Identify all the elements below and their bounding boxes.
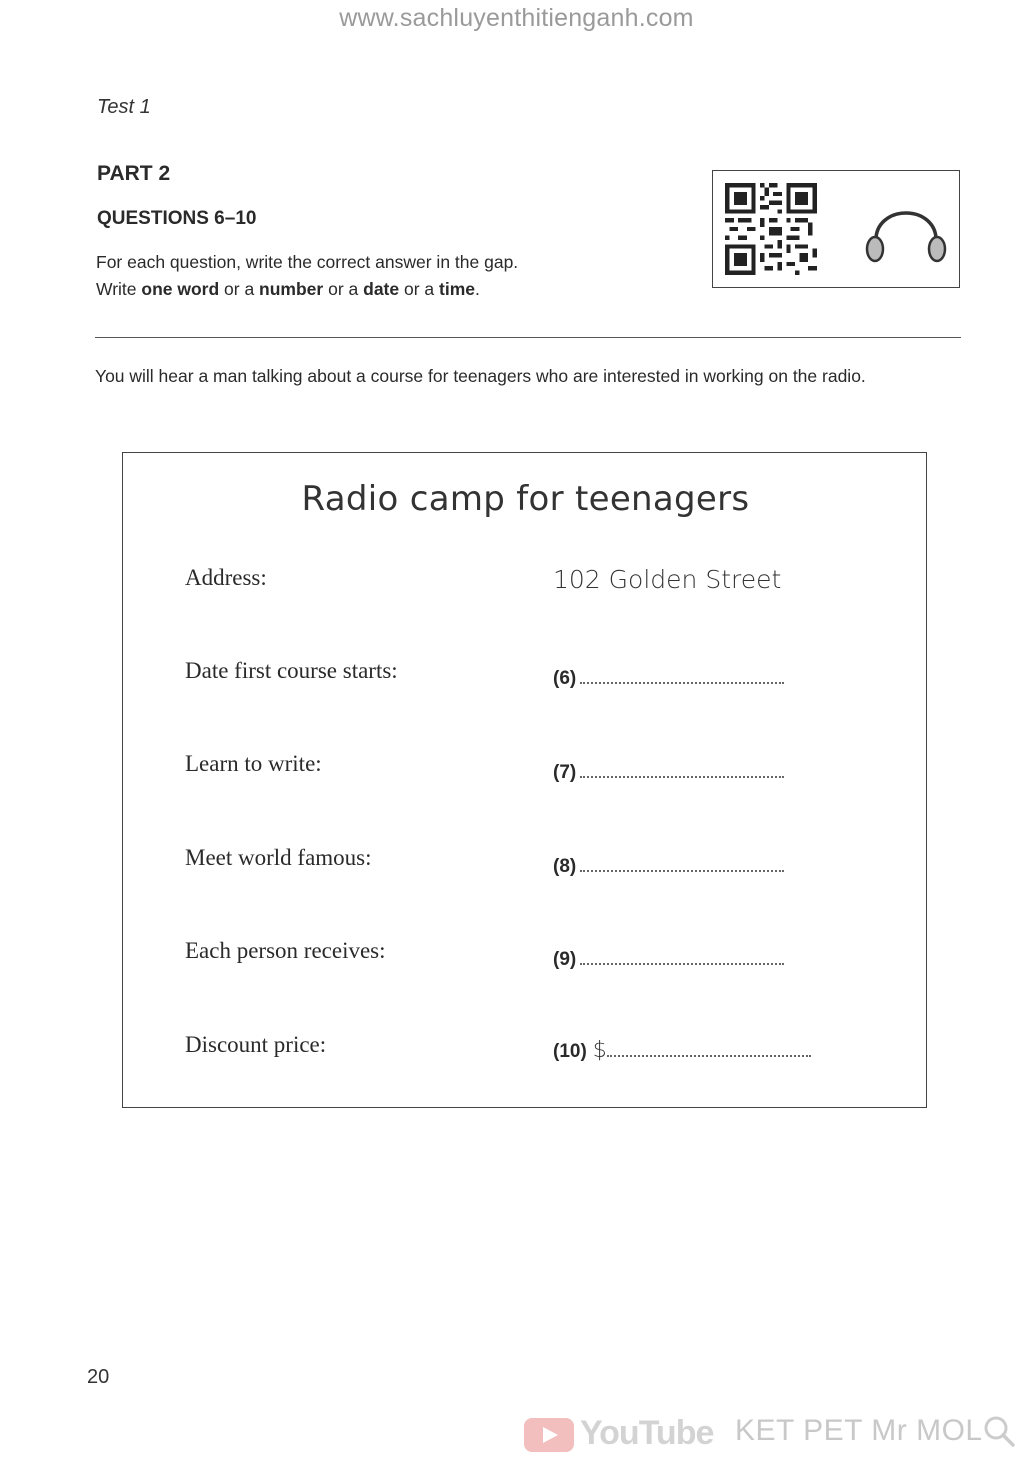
answer-gap-6[interactable] — [553, 661, 784, 690]
notes-form — [122, 452, 927, 1108]
youtube-wordmark: YouTube — [580, 1414, 714, 1452]
answer-gap-7[interactable] — [553, 755, 784, 784]
instruction-line-2 — [96, 279, 480, 300]
instruction-emphasis-word: one word — [141, 279, 220, 299]
instruction-text: or a — [399, 279, 439, 299]
search-icon — [982, 1414, 1016, 1448]
date-label: Date first course starts: — [185, 658, 398, 683]
instruction-emphasis-number: number — [259, 279, 324, 299]
headphones-icon — [863, 193, 949, 267]
instruction-text: or a — [219, 279, 260, 299]
questions-title: QUESTIONS 6–10 — [97, 208, 257, 229]
question-number: (8) — [553, 856, 577, 877]
youtube-logo — [524, 1414, 714, 1454]
qr-code-icon[interactable] — [724, 183, 818, 275]
play-icon — [524, 1418, 574, 1452]
answer-gap-8[interactable] — [553, 849, 784, 878]
question-number: (7) — [553, 762, 577, 783]
listening-context: You will hear a man talking about a course for teenagers who are interested in working on the radio. — [95, 366, 866, 386]
instruction-line-1: For each question, write the correct answer in the gap. — [96, 252, 519, 272]
address-label: Address: — [185, 565, 267, 590]
discount-price-label: Discount price: — [185, 1032, 327, 1057]
learn-to-write-label: Learn to write: — [185, 751, 322, 776]
answer-line[interactable] — [580, 776, 784, 778]
question-number: (10) — [553, 1041, 587, 1062]
address-value: 102 Golden Street — [553, 565, 782, 594]
answer-gap-9[interactable] — [553, 942, 784, 971]
answer-gap-10[interactable] — [553, 1034, 811, 1063]
instruction-text: Write — [96, 279, 142, 299]
website-watermark: www.sachluyenthitienganh.com — [339, 4, 694, 32]
audio-box[interactable] — [712, 170, 960, 288]
meet-world-famous-label: Meet world famous: — [185, 845, 372, 870]
channel-name: KET PET Mr MOL — [735, 1414, 983, 1447]
question-number: (6) — [553, 668, 577, 689]
instruction-emphasis-date: date — [363, 279, 400, 299]
instruction-emphasis-time: time — [439, 279, 475, 299]
answer-line[interactable] — [580, 682, 784, 684]
instruction-text: or a — [323, 279, 364, 299]
dollar-prefix: $ — [592, 1038, 607, 1063]
form-title: Radio camp for teenagers — [301, 479, 750, 519]
section-divider — [95, 337, 961, 338]
test-label: Test 1 — [97, 96, 151, 118]
question-number: (9) — [553, 949, 577, 970]
answer-line[interactable] — [580, 963, 784, 965]
answer-line[interactable] — [607, 1055, 811, 1057]
part-title: PART 2 — [97, 162, 171, 185]
each-person-receives-label: Each person receives: — [185, 938, 386, 963]
instruction-text: . — [474, 279, 480, 299]
answer-line[interactable] — [580, 870, 784, 872]
page-number: 20 — [87, 1366, 110, 1388]
